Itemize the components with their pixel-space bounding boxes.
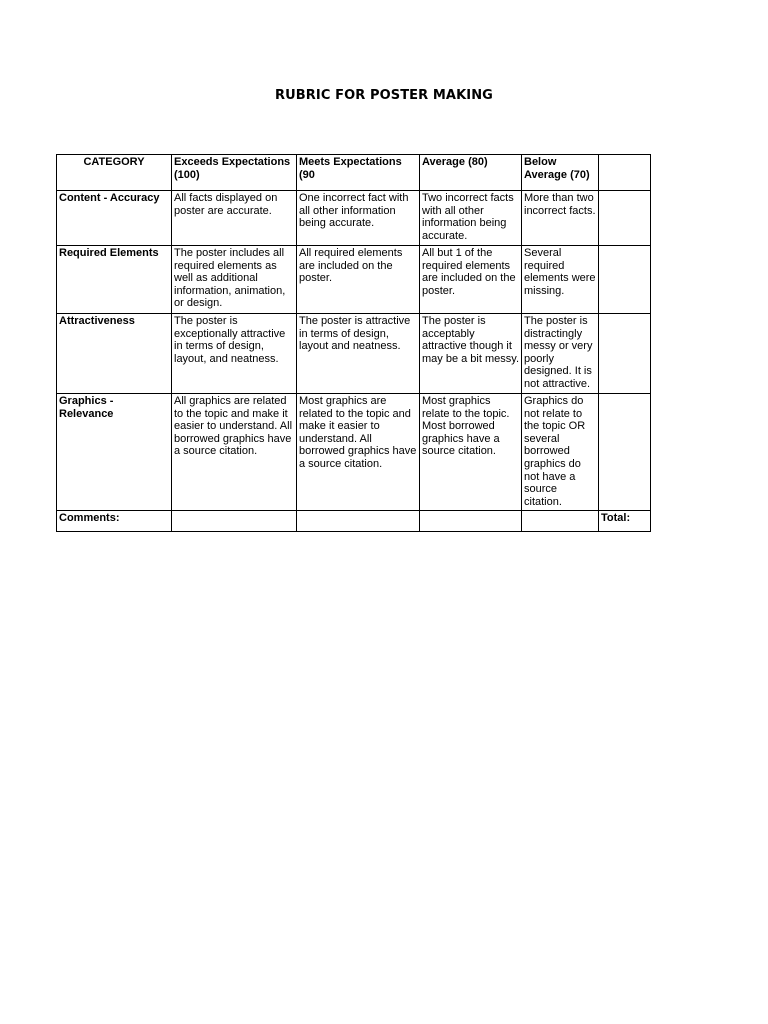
comments-cell bbox=[420, 511, 522, 532]
cell-meets: One incorrect fact with all other information being accurate. bbox=[297, 191, 420, 246]
header-row bbox=[57, 155, 651, 191]
total-label: Total: bbox=[599, 511, 651, 532]
cell-meets: All required elements are included on the poster. bbox=[297, 246, 420, 314]
table-row bbox=[57, 191, 651, 246]
comments-cell bbox=[297, 511, 420, 532]
comments-cell bbox=[522, 511, 599, 532]
cell-below: Graphics do not relate to the topic OR several borrowed graphics do not have a source citation. bbox=[522, 394, 599, 511]
row-category-label: Content - Accuracy bbox=[57, 191, 172, 246]
cell-average: Two incorrect facts with all other information being accurate. bbox=[420, 191, 522, 246]
cell-score bbox=[599, 246, 651, 314]
row-category-label: Attractiveness bbox=[57, 314, 172, 394]
cell-average: The poster is acceptably attractive though it may be a bit messy. bbox=[420, 314, 522, 394]
table-row bbox=[57, 246, 651, 314]
cell-below: More than two incorrect facts. bbox=[522, 191, 599, 246]
cell-exceeds: The poster is exceptionally attractive in terms of design, layout, and neatness. bbox=[172, 314, 297, 394]
cell-score bbox=[599, 394, 651, 511]
cell-below: Several required elements were missing. bbox=[522, 246, 599, 314]
header-meets: Meets Expectations (90 bbox=[297, 155, 420, 191]
cell-score bbox=[599, 314, 651, 394]
cell-exceeds: The poster includes all required elements as well as additional information, animation, or design. bbox=[172, 246, 297, 314]
cell-exceeds: All facts displayed on poster are accurate. bbox=[172, 191, 297, 246]
comments-label: Comments: bbox=[57, 511, 172, 532]
cell-meets: The poster is attractive in terms of design, layout and neatness. bbox=[297, 314, 420, 394]
cell-exceeds: All graphics are related to the topic and make it easier to understand. All borrowed graphics have a source citation. bbox=[172, 394, 297, 511]
header-below: Below Average (70) bbox=[522, 155, 599, 191]
header-average: Average (80) bbox=[420, 155, 522, 191]
table-row bbox=[57, 394, 651, 511]
header-score bbox=[599, 155, 651, 191]
header-category: CATEGORY bbox=[57, 155, 172, 191]
document-title: RUBRIC FOR POSTER MAKING bbox=[275, 88, 493, 103]
table-row bbox=[57, 314, 651, 394]
cell-meets: Most graphics are related to the topic and make it easier to understand. All borrowed graphics have a source citation. bbox=[297, 394, 420, 511]
cell-score bbox=[599, 191, 651, 246]
cell-below: The poster is distractingly messy or very poorly designed. It is not attractive. bbox=[522, 314, 599, 394]
footer-row bbox=[57, 511, 651, 532]
row-category-label: Required Elements bbox=[57, 246, 172, 314]
cell-average: Most graphics relate to the topic. Most borrowed graphics have a source citation. bbox=[420, 394, 522, 511]
cell-average: All but 1 of the required elements are included on the poster. bbox=[420, 246, 522, 314]
header-exceeds: Exceeds Expectations (100) bbox=[172, 155, 297, 191]
row-category-label: Graphics - Relevance bbox=[57, 394, 172, 511]
comments-cell bbox=[172, 511, 297, 532]
rubric-table bbox=[56, 154, 651, 532]
